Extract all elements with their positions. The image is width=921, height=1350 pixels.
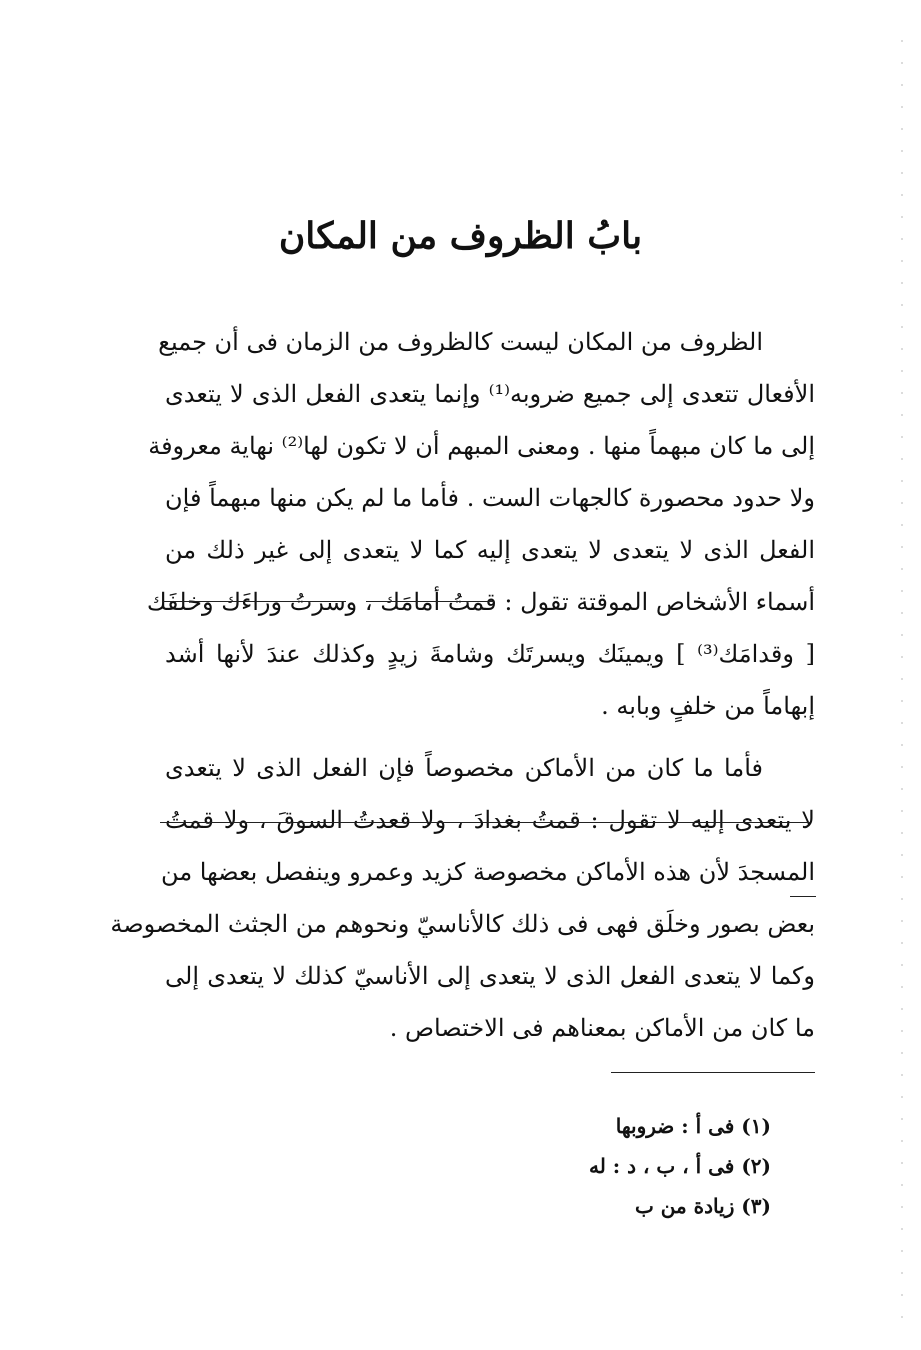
chapter-title: بابُ الظروف من المكان — [278, 215, 643, 257]
text-line: لا يتعدى إليه لا تقول : قمتُ بغدادَ ، ولا قعدتُ السوقَ ، ولا قمتُ — [165, 806, 815, 834]
footnote-2: (٢) فى أ ، ب ، د : له — [588, 1154, 771, 1178]
text-line: المسجدَ لأن هذه الأماكن مخصوصة كزيد وعمرو وينفصل بعضها من — [161, 858, 815, 886]
text-line: الظروف من المكان ليست كالظروف من الزمان فى أن جميع — [158, 328, 763, 356]
text-line: بعض بصور وخلَق فهى فى ذلك كالأناسيّ ونحوهم من الجثث المخصوصة — [110, 910, 815, 938]
text-line: وكما لا يتعدى الفعل الذى لا يتعدى إلى الأناسيّ كذلك لا يتعدى إلى — [165, 962, 815, 990]
text-line: إلى ما كان مبهماً منها . ومعنى المبهم أن لا تكون لها⁽²⁾ نهاية معروفة — [148, 432, 815, 460]
text-line: الفعل الذى لا يتعدى لا يتعدى إليه كما لا يتعدى إلى غير ذلك من — [165, 536, 815, 564]
text-line: ولا حدود محصورة كالجهات الست . فأما ما لم يكن منها مبهماً فإن — [165, 484, 815, 512]
text-line: فأما ما كان من الأماكن مخصوصاً فإن الفعل الذى لا يتعدى — [165, 754, 763, 782]
paragraph-1 — [146, 316, 815, 732]
footnote-separator — [611, 1072, 815, 1073]
underline-mark — [163, 601, 346, 602]
paragraph-2 — [110, 742, 815, 1054]
text-line: إبهاماً من خلفٍ وبابه . — [601, 692, 815, 720]
underline-mark — [160, 822, 810, 823]
footnotes — [589, 1106, 771, 1226]
text-line: الأفعال تتعدى إلى جميع ضروبه⁽¹⁾ وإنما يتعدى الفعل الذى لا يتعدى — [165, 380, 815, 408]
text-line: ما كان من الأماكن بمعناهم فى الاختصاص . — [389, 1014, 815, 1042]
text-line: [ وقدامَك⁽³⁾ ] ويمينَك ويسرتَك وشامةَ زيدٍ وكذلك عندَ لأنها أشد — [165, 640, 815, 668]
footnote-3: (٣) زيادة من ب — [634, 1194, 771, 1218]
underline-mark — [790, 896, 816, 897]
footnote-1: (١) فى أ : ضروبها — [615, 1114, 771, 1138]
text-line: أسماء الأشخاص الموقتة تقول : قمتُ أمامَك ، وسرتُ وراءَك وخلفَك — [146, 588, 815, 616]
underline-mark — [366, 601, 494, 602]
